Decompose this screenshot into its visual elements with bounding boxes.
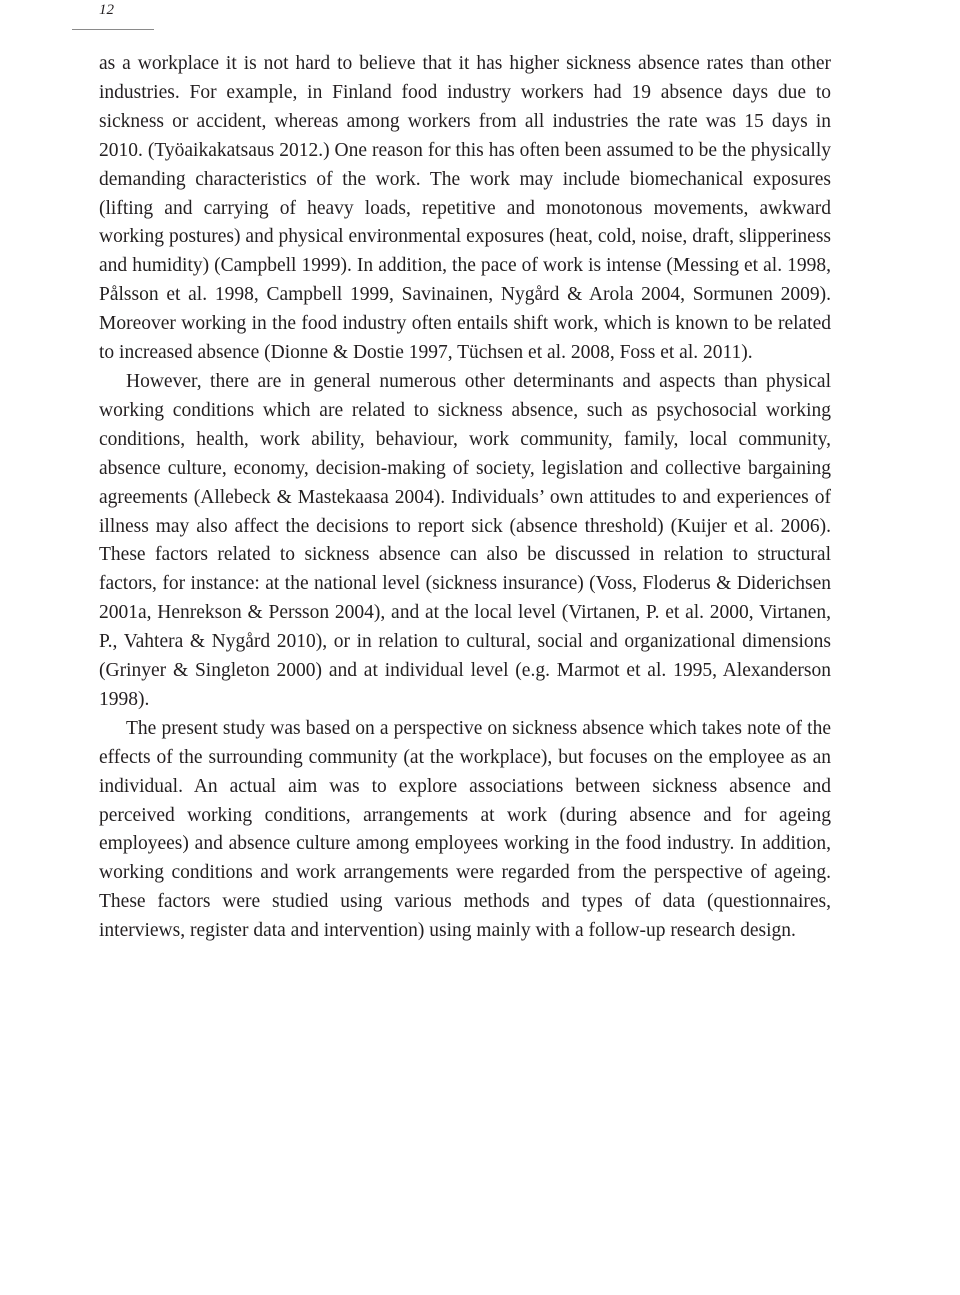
header-divider bbox=[72, 29, 154, 30]
paragraph-2: However, there are in general numerous other determinants and aspects than physical working conditions which are related to sickness absence, such as psychosocial working conditions, health, work ability, behaviour, work community, family, local community, absence culture, economy, decision-making of society, legislation and collective bargaining agreements (Allebeck & Mastekaasa 2004). Individuals’ own attitudes to and experiences of illness may also affect the decisions to report sick (absence threshold) (Kuijer et al. 2006). These factors related to sickness absence can also be discussed in relation to structural factors, for instance: at the national level (sickness insurance) (Voss, Floderus & Diderichsen 2001a, Henrekson & Persson 2004), and at the local level (Virtanen, P. et al. 2000, Virtanen, P., Vahtera & Nygård 2010), or in relation to cultural, social and organizational dimensions (Grinyer & Singleton 2000) and at individual level (e.g. Marmot et al. 1995, Alexanderson 1998). bbox=[99, 370, 831, 710]
body-text bbox=[99, 50, 831, 946]
paragraph-1: as a workplace it is not hard to believe that it has higher sickness absence rates than other industries. For example, in Finland food industry workers had 19 absence days due to sickness or accident, whereas among workers from all industries the rate was 15 days in 2010. (Työaikakatsaus 2012.) One reason for this has often been assumed to be the physically demanding characteristics of the work. The work may include biomechanical exposures (lifting and carrying of heavy loads, repetitive and monotonous movements, awkward working postures) and physical environmental exposures (heat, cold, noise, draft, slipperiness and humidity) (Campbell 1999). In addition, the pace of work is intense (Messing et al. 1998, Pålsson et al. 1998, Campbell 1999, Savinainen, Nygård & Arola 2004, Sormunen 2009). Moreover working in the food industry often entails shift work, which is known to be related to increased absence (Dionne & Dostie 1997, Tüchsen et al. 2008, Foss et al. 2011). bbox=[99, 53, 831, 364]
page-number: 12 bbox=[99, 2, 114, 18]
paragraph-3: The present study was based on a perspective on sickness absence which takes note of the effects of the surrounding community (at the workplace), but focuses on the employee as an individual. An actual aim was to explore associations between sickness absence and perceived working conditions, arrangements at work (during absence and for ageing employees) and absence culture among employees working in the food industry. In addition, working conditions and work arrangements were regarded from the perspective of ageing. These factors were studied using various methods and types of data (questionnaires, interviews, register data and intervention) using mainly with a follow-up research design. bbox=[99, 717, 831, 942]
